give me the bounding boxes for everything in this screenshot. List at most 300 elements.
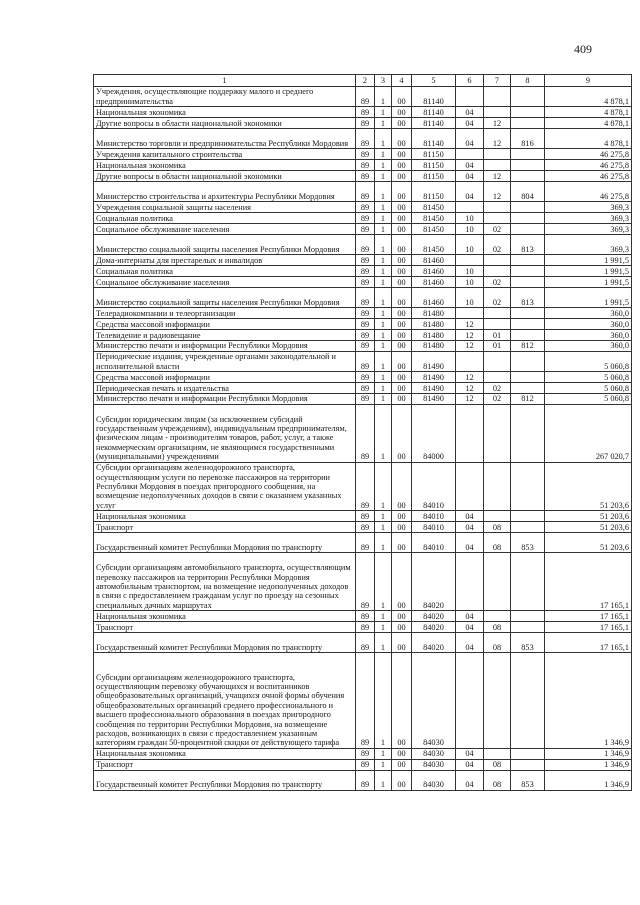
ministry-code-cell <box>511 351 545 371</box>
code-cell: 89 <box>356 235 375 255</box>
ministry-code-cell <box>511 308 545 319</box>
target-code-cell: 81460 <box>412 266 456 277</box>
section-cell: 04 <box>456 160 484 171</box>
header-cell: 7 <box>484 75 511 87</box>
code-cell: 00 <box>392 611 412 622</box>
target-code-cell: 84020 <box>412 622 456 633</box>
subsection-cell: 08 <box>484 622 511 633</box>
subsection-cell <box>484 319 511 330</box>
header-cell: 4 <box>392 75 412 87</box>
code-cell: 89 <box>356 532 375 552</box>
header-cell: 2 <box>356 75 375 87</box>
amount-cell: 1 991,5 <box>545 266 632 277</box>
amount-cell: 360,0 <box>545 319 632 330</box>
code-cell: 00 <box>392 87 412 107</box>
ministry-code-cell <box>511 622 545 633</box>
amount-cell: 46 275,8 <box>545 149 632 160</box>
code-cell: 89 <box>356 330 375 341</box>
code-cell: 00 <box>392 160 412 171</box>
row-name: Министерство социальной защиты населения Республики Мордовия <box>94 235 356 255</box>
table-row <box>94 160 632 171</box>
section-cell: 04 <box>456 182 484 202</box>
row-name: Министерство торговли и предпринимательства Республики Мордовия <box>94 129 356 149</box>
amount-cell: 51 203,6 <box>545 511 632 522</box>
amount-cell: 5 060,8 <box>545 351 632 371</box>
target-code-cell: 81150 <box>412 149 456 160</box>
code-cell: 00 <box>392 622 412 633</box>
code-cell: 00 <box>392 770 412 790</box>
page-number: 409 <box>574 42 592 56</box>
code-cell: 00 <box>392 129 412 149</box>
code-cell: 00 <box>392 632 412 652</box>
code-cell: 00 <box>392 748 412 759</box>
code-cell: 1 <box>375 330 392 341</box>
target-code-cell: 81460 <box>412 287 456 307</box>
subsection-cell: 12 <box>484 118 511 129</box>
code-cell: 00 <box>392 372 412 383</box>
code-cell: 89 <box>356 118 375 129</box>
code-cell: 89 <box>356 653 375 749</box>
subsection-cell: 08 <box>484 632 511 652</box>
code-cell: 89 <box>356 202 375 213</box>
code-cell: 1 <box>375 532 392 552</box>
section-cell: 04 <box>456 118 484 129</box>
subsection-cell: 02 <box>484 383 511 394</box>
code-cell: 00 <box>392 149 412 160</box>
ministry-code-cell: 853 <box>511 532 545 552</box>
ministry-code-cell <box>511 759 545 770</box>
code-cell: 89 <box>356 160 375 171</box>
table-row <box>94 107 632 118</box>
ministry-code-cell: 812 <box>511 340 545 351</box>
row-name: Социальная политика <box>94 213 356 224</box>
section-cell: 10 <box>456 235 484 255</box>
subsection-cell: 02 <box>484 235 511 255</box>
code-cell: 00 <box>392 532 412 552</box>
table-row <box>94 149 632 160</box>
table-row <box>94 553 632 611</box>
amount-cell: 46 275,8 <box>545 171 632 182</box>
ministry-code-cell <box>511 255 545 266</box>
section-cell: 10 <box>456 266 484 277</box>
code-cell: 00 <box>392 235 412 255</box>
subsection-cell <box>484 308 511 319</box>
row-name: Дома-интернаты для престарелых и инвалидов <box>94 255 356 266</box>
table-row <box>94 759 632 770</box>
code-cell: 89 <box>356 87 375 107</box>
code-cell: 89 <box>356 287 375 307</box>
table-row <box>94 287 632 307</box>
amount-cell: 369,3 <box>545 224 632 235</box>
row-name: Социальное обслуживание населения <box>94 224 356 235</box>
code-cell: 00 <box>392 553 412 611</box>
code-cell: 1 <box>375 277 392 288</box>
target-code-cell: 84000 <box>412 404 456 462</box>
row-name: Другие вопросы в области национальной экономики <box>94 118 356 129</box>
code-cell: 00 <box>392 462 412 511</box>
row-name: Учреждения капитального строительства <box>94 149 356 160</box>
amount-cell: 1 346,9 <box>545 770 632 790</box>
table-row <box>94 319 632 330</box>
ministry-code-cell <box>511 748 545 759</box>
ministry-code-cell: 813 <box>511 287 545 307</box>
target-code-cell: 81450 <box>412 213 456 224</box>
subsection-cell: 08 <box>484 770 511 790</box>
code-cell: 89 <box>356 266 375 277</box>
ministry-code-cell <box>511 330 545 341</box>
table-row <box>94 383 632 394</box>
subsection-cell <box>484 266 511 277</box>
code-cell: 00 <box>392 213 412 224</box>
amount-cell: 5 060,8 <box>545 372 632 383</box>
section-cell: 12 <box>456 372 484 383</box>
subsection-cell <box>484 611 511 622</box>
subsection-cell <box>484 404 511 462</box>
section-cell <box>456 202 484 213</box>
amount-cell: 51 203,6 <box>545 532 632 552</box>
target-code-cell: 84020 <box>412 632 456 652</box>
amount-cell: 1 346,9 <box>545 759 632 770</box>
target-code-cell: 81490 <box>412 383 456 394</box>
ministry-code-cell <box>511 511 545 522</box>
code-cell: 89 <box>356 404 375 462</box>
code-cell: 1 <box>375 308 392 319</box>
row-name: Субсидии организациям железнодорожного транспорта, осуществляющим перевозку обучающихся и воспитанников общеобразовательных организаций, учащихся очной формы обучения общеобразовательных организаций среднего профессионального и высшего профессионального образования в поездах пригородного сообщения по территории Республики Мордовия, на возмещение расходов, возникающих в связи с предоставлением указанным категориям граждан 50-процентной скидки от действующего тарифа <box>94 653 356 749</box>
code-cell: 00 <box>392 351 412 371</box>
section-cell <box>456 308 484 319</box>
ministry-code-cell <box>511 319 545 330</box>
row-name: Субсидии организациям железнодорожного транспорта, осуществляющим услуги по перевозке пассажиров на территории Республики Мордовия в поездах пригородного сообщения, на возмещение недополученных доходов в связи с оказанием указанных услуг <box>94 462 356 511</box>
code-cell: 00 <box>392 118 412 129</box>
code-cell: 89 <box>356 522 375 533</box>
row-name: Транспорт <box>94 522 356 533</box>
table-header-row <box>94 75 632 87</box>
target-code-cell: 81140 <box>412 87 456 107</box>
code-cell: 1 <box>375 748 392 759</box>
ministry-code-cell <box>511 202 545 213</box>
budget-table <box>93 74 632 791</box>
target-code-cell: 81140 <box>412 118 456 129</box>
ministry-code-cell <box>511 224 545 235</box>
row-name: Социальная политика <box>94 266 356 277</box>
ministry-code-cell: 816 <box>511 129 545 149</box>
subsection-cell <box>484 553 511 611</box>
subsection-cell <box>484 107 511 118</box>
table-row <box>94 522 632 533</box>
ministry-code-cell: 853 <box>511 632 545 652</box>
ministry-code-cell: 813 <box>511 235 545 255</box>
ministry-code-cell <box>511 171 545 182</box>
subsection-cell: 02 <box>484 277 511 288</box>
header-cell: 6 <box>456 75 484 87</box>
ministry-code-cell <box>511 266 545 277</box>
subsection-cell: 02 <box>484 224 511 235</box>
code-cell: 1 <box>375 653 392 749</box>
code-cell: 89 <box>356 511 375 522</box>
row-name: Телерадиокомпании и телеорганизации <box>94 308 356 319</box>
code-cell: 1 <box>375 522 392 533</box>
table-row <box>94 611 632 622</box>
code-cell: 1 <box>375 224 392 235</box>
code-cell: 00 <box>392 511 412 522</box>
amount-cell: 46 275,8 <box>545 160 632 171</box>
subsection-cell: 12 <box>484 129 511 149</box>
amount-cell: 51 203,6 <box>545 462 632 511</box>
amount-cell: 17 165,1 <box>545 632 632 652</box>
code-cell: 1 <box>375 383 392 394</box>
amount-cell: 51 203,6 <box>545 522 632 533</box>
code-cell: 1 <box>375 553 392 611</box>
ministry-code-cell <box>511 653 545 749</box>
code-cell: 00 <box>392 393 412 404</box>
section-cell: 10 <box>456 277 484 288</box>
target-code-cell: 81150 <box>412 160 456 171</box>
amount-cell: 17 165,1 <box>545 553 632 611</box>
table-row <box>94 404 632 462</box>
ministry-code-cell <box>511 118 545 129</box>
target-code-cell: 81140 <box>412 129 456 149</box>
amount-cell: 360,0 <box>545 308 632 319</box>
amount-cell: 4 878,1 <box>545 118 632 129</box>
row-name: Министерство строительства и архитектуры Республики Мордовия <box>94 182 356 202</box>
row-name: Транспорт <box>94 759 356 770</box>
code-cell: 1 <box>375 351 392 371</box>
table-row <box>94 129 632 149</box>
table-row <box>94 87 632 107</box>
target-code-cell: 81480 <box>412 319 456 330</box>
code-cell: 1 <box>375 107 392 118</box>
code-cell: 00 <box>392 330 412 341</box>
code-cell: 89 <box>356 393 375 404</box>
code-cell: 89 <box>356 255 375 266</box>
table-row <box>94 622 632 633</box>
target-code-cell: 81460 <box>412 277 456 288</box>
target-code-cell: 84030 <box>412 748 456 759</box>
ministry-code-cell <box>511 404 545 462</box>
section-cell: 04 <box>456 107 484 118</box>
ministry-code-cell <box>511 160 545 171</box>
code-cell: 89 <box>356 319 375 330</box>
code-cell: 89 <box>356 277 375 288</box>
subsection-cell <box>484 202 511 213</box>
code-cell: 00 <box>392 653 412 749</box>
target-code-cell: 84010 <box>412 462 456 511</box>
section-cell: 04 <box>456 759 484 770</box>
table-row <box>94 255 632 266</box>
target-code-cell: 84030 <box>412 759 456 770</box>
target-code-cell: 81450 <box>412 202 456 213</box>
ministry-code-cell <box>511 462 545 511</box>
table-row <box>94 372 632 383</box>
row-name: Субсидии юридическим лицам (за исключением субсидий государственным учреждениям), индивидуальным предпринимателям, физическим лицам - производителям товаров, работ, услуг, а также некоммерческим организациям, не являющимся государственными (муниципальными) учреждениями <box>94 404 356 462</box>
table-body <box>94 87 632 791</box>
target-code-cell: 81450 <box>412 235 456 255</box>
amount-cell: 4 878,1 <box>545 107 632 118</box>
subsection-cell: 02 <box>484 393 511 404</box>
code-cell: 1 <box>375 319 392 330</box>
table-row <box>94 748 632 759</box>
amount-cell: 1 991,5 <box>545 287 632 307</box>
target-code-cell: 81450 <box>412 224 456 235</box>
subsection-cell: 12 <box>484 182 511 202</box>
subsection-cell: 01 <box>484 340 511 351</box>
section-cell: 10 <box>456 213 484 224</box>
code-cell: 1 <box>375 182 392 202</box>
table-row <box>94 235 632 255</box>
code-cell: 1 <box>375 632 392 652</box>
section-cell <box>456 149 484 160</box>
code-cell: 1 <box>375 404 392 462</box>
code-cell: 89 <box>356 351 375 371</box>
section-cell <box>456 553 484 611</box>
table-row <box>94 308 632 319</box>
code-cell: 00 <box>392 522 412 533</box>
target-code-cell: 81490 <box>412 372 456 383</box>
code-cell: 89 <box>356 224 375 235</box>
code-cell: 1 <box>375 171 392 182</box>
section-cell: 04 <box>456 171 484 182</box>
subsection-cell <box>484 462 511 511</box>
row-name: Министерство печати и информации Республики Мордовия <box>94 393 356 404</box>
section-cell: 04 <box>456 129 484 149</box>
target-code-cell: 81150 <box>412 182 456 202</box>
row-name: Другие вопросы в области национальной экономики <box>94 171 356 182</box>
section-cell: 10 <box>456 224 484 235</box>
section-cell: 04 <box>456 611 484 622</box>
target-code-cell: 84030 <box>412 770 456 790</box>
header-cell: 3 <box>375 75 392 87</box>
code-cell: 00 <box>392 182 412 202</box>
code-cell: 00 <box>392 319 412 330</box>
target-code-cell: 81140 <box>412 107 456 118</box>
subsection-cell <box>484 372 511 383</box>
code-cell: 1 <box>375 202 392 213</box>
ministry-code-cell <box>511 277 545 288</box>
target-code-cell: 81460 <box>412 255 456 266</box>
row-name: Телевидение и радиовещание <box>94 330 356 341</box>
row-name: Национальная экономика <box>94 107 356 118</box>
subsection-cell <box>484 213 511 224</box>
target-code-cell: 84010 <box>412 522 456 533</box>
code-cell: 89 <box>356 107 375 118</box>
row-name: Средства массовой информации <box>94 319 356 330</box>
code-cell: 1 <box>375 340 392 351</box>
row-name: Национальная экономика <box>94 160 356 171</box>
header-cell: 5 <box>412 75 456 87</box>
row-name: Учреждения социальной защиты населения <box>94 202 356 213</box>
subsection-cell <box>484 511 511 522</box>
amount-cell: 1 991,5 <box>545 277 632 288</box>
code-cell: 89 <box>356 632 375 652</box>
section-cell: 04 <box>456 622 484 633</box>
code-cell: 89 <box>356 171 375 182</box>
table-row <box>94 340 632 351</box>
code-cell: 1 <box>375 511 392 522</box>
row-name: Периодическая печать и издательства <box>94 383 356 394</box>
code-cell: 1 <box>375 759 392 770</box>
ministry-code-cell: 804 <box>511 182 545 202</box>
row-name: Государственный комитет Республики Мордовия по транспорту <box>94 770 356 790</box>
code-cell: 00 <box>392 224 412 235</box>
table-row <box>94 202 632 213</box>
row-name: Национальная экономика <box>94 511 356 522</box>
row-name: Учреждения, осуществляющие поддержку малого и среднего предпринимательства <box>94 87 356 107</box>
target-code-cell: 84010 <box>412 532 456 552</box>
subsection-cell <box>484 87 511 107</box>
code-cell: 1 <box>375 287 392 307</box>
section-cell: 10 <box>456 287 484 307</box>
row-name: Социальное обслуживание населения <box>94 277 356 288</box>
ministry-code-cell <box>511 553 545 611</box>
row-name: Государственный комитет Республики Мордовия по транспорту <box>94 532 356 552</box>
amount-cell: 17 165,1 <box>545 611 632 622</box>
code-cell: 89 <box>356 372 375 383</box>
amount-cell: 369,3 <box>545 213 632 224</box>
row-name: Средства массовой информации <box>94 372 356 383</box>
section-cell: 04 <box>456 522 484 533</box>
table-row <box>94 330 632 341</box>
subsection-cell <box>484 748 511 759</box>
section-cell <box>456 404 484 462</box>
amount-cell: 5 060,8 <box>545 393 632 404</box>
table-row <box>94 632 632 652</box>
section-cell: 12 <box>456 319 484 330</box>
code-cell: 00 <box>392 277 412 288</box>
subsection-cell <box>484 160 511 171</box>
code-cell: 89 <box>356 383 375 394</box>
row-name: Министерство печати и информации Республики Мордовия <box>94 340 356 351</box>
code-cell: 1 <box>375 149 392 160</box>
section-cell: 12 <box>456 383 484 394</box>
table-row <box>94 532 632 552</box>
row-name: Министерство социальной защиты населения Республики Мордовия <box>94 287 356 307</box>
table-row <box>94 266 632 277</box>
code-cell: 89 <box>356 622 375 633</box>
amount-cell: 369,3 <box>545 235 632 255</box>
target-code-cell: 84010 <box>412 511 456 522</box>
amount-cell: 267 020,7 <box>545 404 632 462</box>
code-cell: 1 <box>375 393 392 404</box>
subsection-cell <box>484 653 511 749</box>
amount-cell: 369,3 <box>545 202 632 213</box>
section-cell: 04 <box>456 748 484 759</box>
code-cell: 89 <box>356 340 375 351</box>
table-row <box>94 653 632 749</box>
row-name: Национальная экономика <box>94 748 356 759</box>
table-row <box>94 393 632 404</box>
ministry-code-cell <box>511 611 545 622</box>
code-cell: 89 <box>356 462 375 511</box>
code-cell: 1 <box>375 87 392 107</box>
ministry-code-cell <box>511 87 545 107</box>
section-cell <box>456 351 484 371</box>
table-row <box>94 213 632 224</box>
code-cell: 1 <box>375 213 392 224</box>
target-code-cell: 81480 <box>412 340 456 351</box>
target-code-cell: 84030 <box>412 653 456 749</box>
code-cell: 89 <box>356 308 375 319</box>
code-cell: 1 <box>375 622 392 633</box>
code-cell: 89 <box>356 759 375 770</box>
section-cell: 04 <box>456 532 484 552</box>
code-cell: 89 <box>356 770 375 790</box>
ministry-code-cell <box>511 372 545 383</box>
code-cell: 1 <box>375 255 392 266</box>
table-row <box>94 224 632 235</box>
target-code-cell: 81490 <box>412 351 456 371</box>
subsection-cell <box>484 149 511 160</box>
target-code-cell: 84020 <box>412 553 456 611</box>
